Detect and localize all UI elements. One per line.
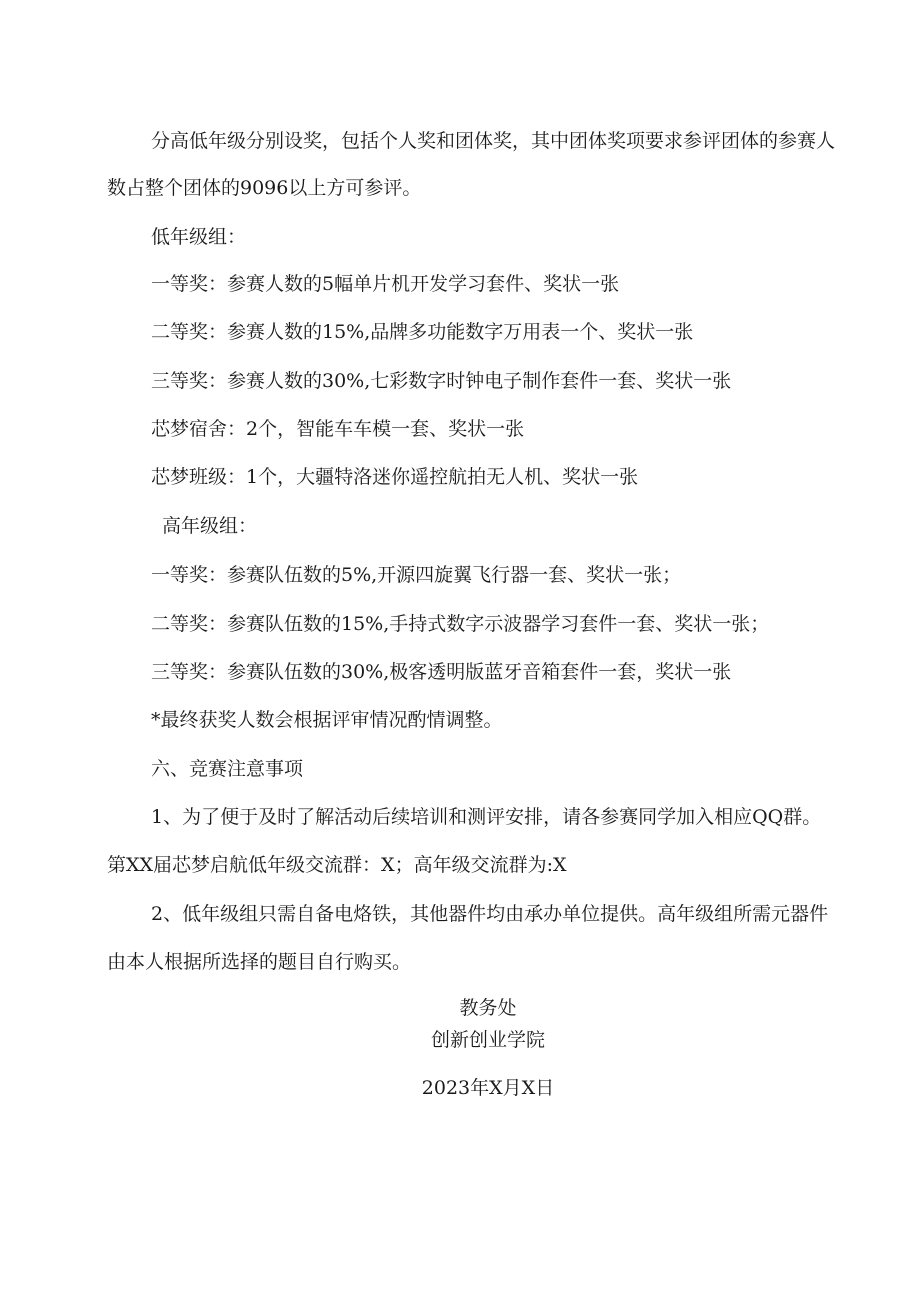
- low-group-third-prize: 三等奖：参赛人数的30%,七彩数字时钟电子制作套件一套、奖状一张: [151, 370, 732, 392]
- intro-line-1: 分高低年级分别设奖，包括个人奖和团体奖，其中团体奖项要求参评团体的参赛人: [151, 130, 836, 152]
- low-group-class-award: 芯梦班级：1个，大疆特洛迷你遥控航拍无人机、奖状一张: [151, 466, 639, 488]
- signature-office: 教务处: [459, 997, 517, 1019]
- final-note: *最终获奖人数会根据评审情况酌情调整。: [151, 709, 503, 731]
- high-group-second-prize: 二等奖：参赛队伍数的15%,手持式数字示波器学习套件一套、奖状一张；: [151, 613, 770, 635]
- low-group-second-prize: 二等奖：参赛人数的15%,品牌多功能数字万用表一个、奖状一张: [151, 321, 694, 343]
- section-6-item-2-line-2: 由本人根据所选择的题目自行购买。: [107, 951, 412, 973]
- signature-college: 创新创业学院: [430, 1029, 545, 1051]
- section-6-item-1-line-2: 第XX届芯梦启航低年级交流群：X；高年级交流群为:X: [107, 854, 567, 876]
- low-group-dorm-award: 芯梦宿舍：2个，智能车车模一套、奖状一张: [151, 418, 525, 440]
- low-group-heading: 低年级组：: [151, 226, 247, 248]
- section-6-item-2-line-1: 2、低年级组只需自备电烙铁，其他器件均由承办单位提供。高年级组所需元器件: [151, 903, 829, 925]
- intro-line-2: 数占整个团体的9096以上方可参评。: [107, 177, 422, 199]
- section-6-heading: 六、竞赛注意事项: [151, 758, 304, 780]
- signature-date: 2023年X月X日: [421, 1077, 555, 1099]
- high-group-first-prize: 一等奖：参赛队伍数的5%,开源四旋翼飞行器一套、奖状一张；: [151, 564, 682, 586]
- low-group-first-prize: 一等奖：参赛人数的5幅单片机开发学习套件、奖状一张: [151, 273, 620, 295]
- high-group-third-prize: 三等奖：参赛队伍数的30%,极客透明版蓝牙音箱套件一套，奖状一张: [151, 661, 732, 683]
- high-group-heading: 高年级组：: [162, 515, 258, 537]
- section-6-item-1-line-1: 1、为了便于及时了解活动后续培训和测评安排，请各参赛同学加入相应QQ群。: [151, 806, 822, 828]
